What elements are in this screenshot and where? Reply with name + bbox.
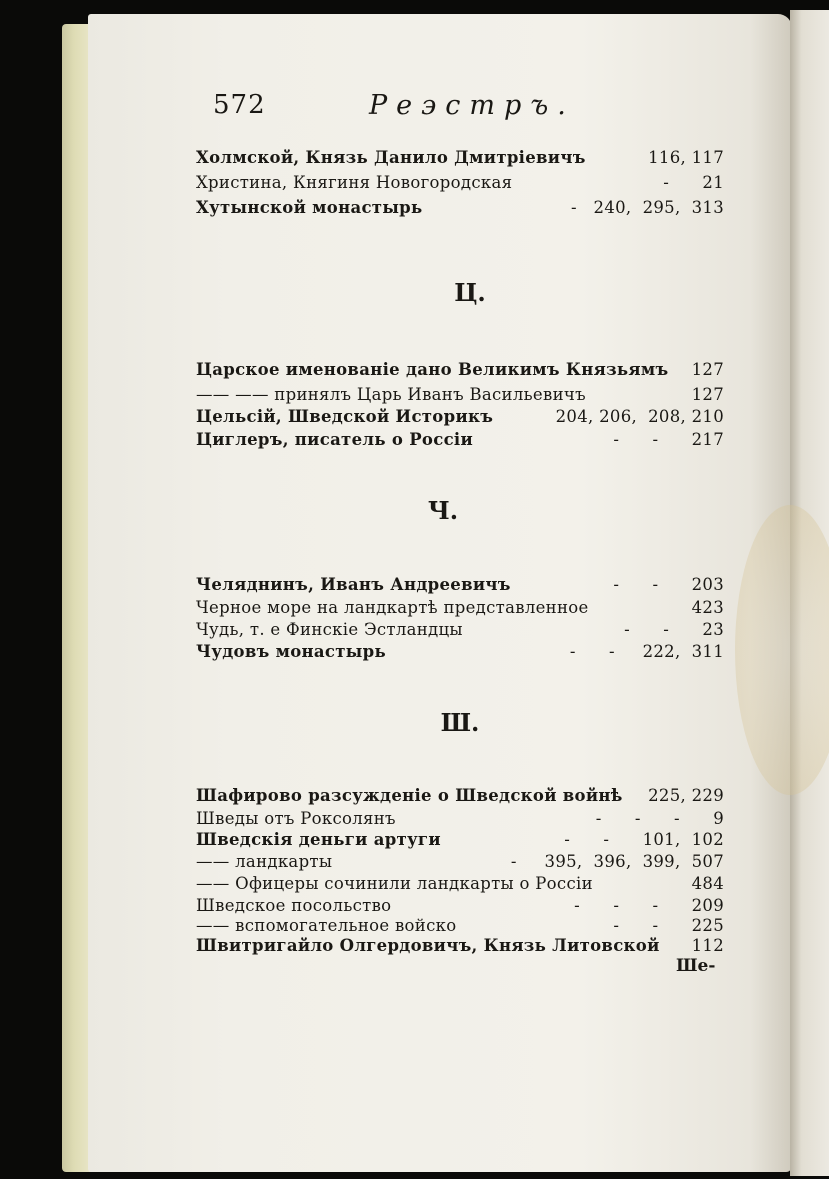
entry-refs: 423 — [691, 598, 724, 617]
entry-refs: 112 — [691, 936, 724, 955]
index-entry — [196, 640, 724, 664]
page-header — [213, 90, 593, 130]
entry-term: Циглеръ, писатель о Россіи — [196, 430, 474, 449]
index-entry — [196, 872, 724, 896]
entry-term: Шафирово разсужденіе о Шведской войнѣ — [196, 786, 623, 805]
entry-term: Челяднинъ, Иванъ Андреевичъ — [196, 575, 511, 594]
section-letter-sh: Ш. — [440, 708, 480, 737]
entry-refs: 116, 117 — [648, 148, 724, 167]
entry-refs: - - - 209 — [574, 896, 724, 915]
running-title: Реэстръ. — [369, 90, 575, 121]
entry-term: —— —— принялъ Царь Иванъ Васильевичъ — [196, 385, 586, 404]
entry-refs: - - 225 — [613, 916, 724, 935]
index-entry — [196, 850, 724, 874]
index-entry — [196, 196, 724, 220]
index-entry — [196, 934, 724, 958]
entry-term: Холмской, Князь Данило Дмитріевичъ — [196, 148, 586, 167]
catchword: Ше- — [676, 956, 716, 976]
entry-term: Черное море на ландкартѣ представленное — [196, 598, 589, 617]
index-entry — [196, 146, 724, 170]
section-letter-ch: Ч. — [427, 496, 459, 525]
section-letter-ts: Ц. — [454, 278, 486, 307]
entry-refs: - - 101, 102 — [564, 830, 724, 849]
entry-refs: - - 23 — [624, 620, 724, 639]
entry-term: Чудь, т. е Финскіе Эстландцы — [196, 620, 463, 639]
entry-term: Царское именованіе дано Великимъ Князьямъ — [196, 360, 669, 379]
entry-refs: - 395, 396, 399, 507 — [510, 852, 724, 871]
index-entry — [196, 618, 724, 642]
entry-term: —— ландкарты — [196, 852, 333, 871]
entry-term: —— вспомогательное войско — [196, 916, 457, 935]
entry-term: Шведское посольство — [196, 896, 392, 915]
index-entry — [196, 596, 724, 620]
entry-term: Шведскія деньги артуги — [196, 830, 441, 849]
index-entry — [196, 428, 724, 452]
page-number: 572 — [213, 90, 266, 120]
entry-term: Шведы отъ Роксолянъ — [196, 809, 396, 828]
entry-term: Христина, Княгиня Новогородская — [196, 173, 513, 192]
index-entry — [196, 383, 724, 407]
entry-refs: - - 217 — [613, 430, 724, 449]
entry-term: Хутынской монастырь — [196, 198, 423, 217]
entry-refs: 225, 229 — [648, 786, 724, 805]
entry-refs: 204, 206, 208, 210 — [555, 407, 724, 426]
index-entry — [196, 828, 724, 852]
index-entry — [196, 573, 724, 597]
entry-refs: 127 — [691, 360, 724, 379]
index-entry — [196, 784, 724, 808]
entry-refs: - - - 9 — [595, 809, 724, 828]
entry-term: Чудовъ монастырь — [196, 642, 386, 661]
entry-refs: 484 — [691, 874, 724, 893]
entry-refs: - 240, 295, 313 — [571, 198, 724, 217]
entry-refs: 127 — [691, 385, 724, 404]
entry-refs: - 21 — [663, 173, 724, 192]
index-entry — [196, 405, 724, 429]
index-entry — [196, 171, 724, 195]
entry-term: Швитригайло Олгердовичъ, Князь Литовской — [196, 936, 660, 955]
entry-term: —— Офицеры сочинили ландкарты о Россіи — [196, 874, 593, 893]
index-entry — [196, 358, 724, 382]
entry-term: Цельсій, Шведской Историкъ — [196, 407, 494, 426]
entry-refs: - - 222, 311 — [569, 642, 724, 661]
entry-refs: - - 203 — [613, 575, 724, 594]
